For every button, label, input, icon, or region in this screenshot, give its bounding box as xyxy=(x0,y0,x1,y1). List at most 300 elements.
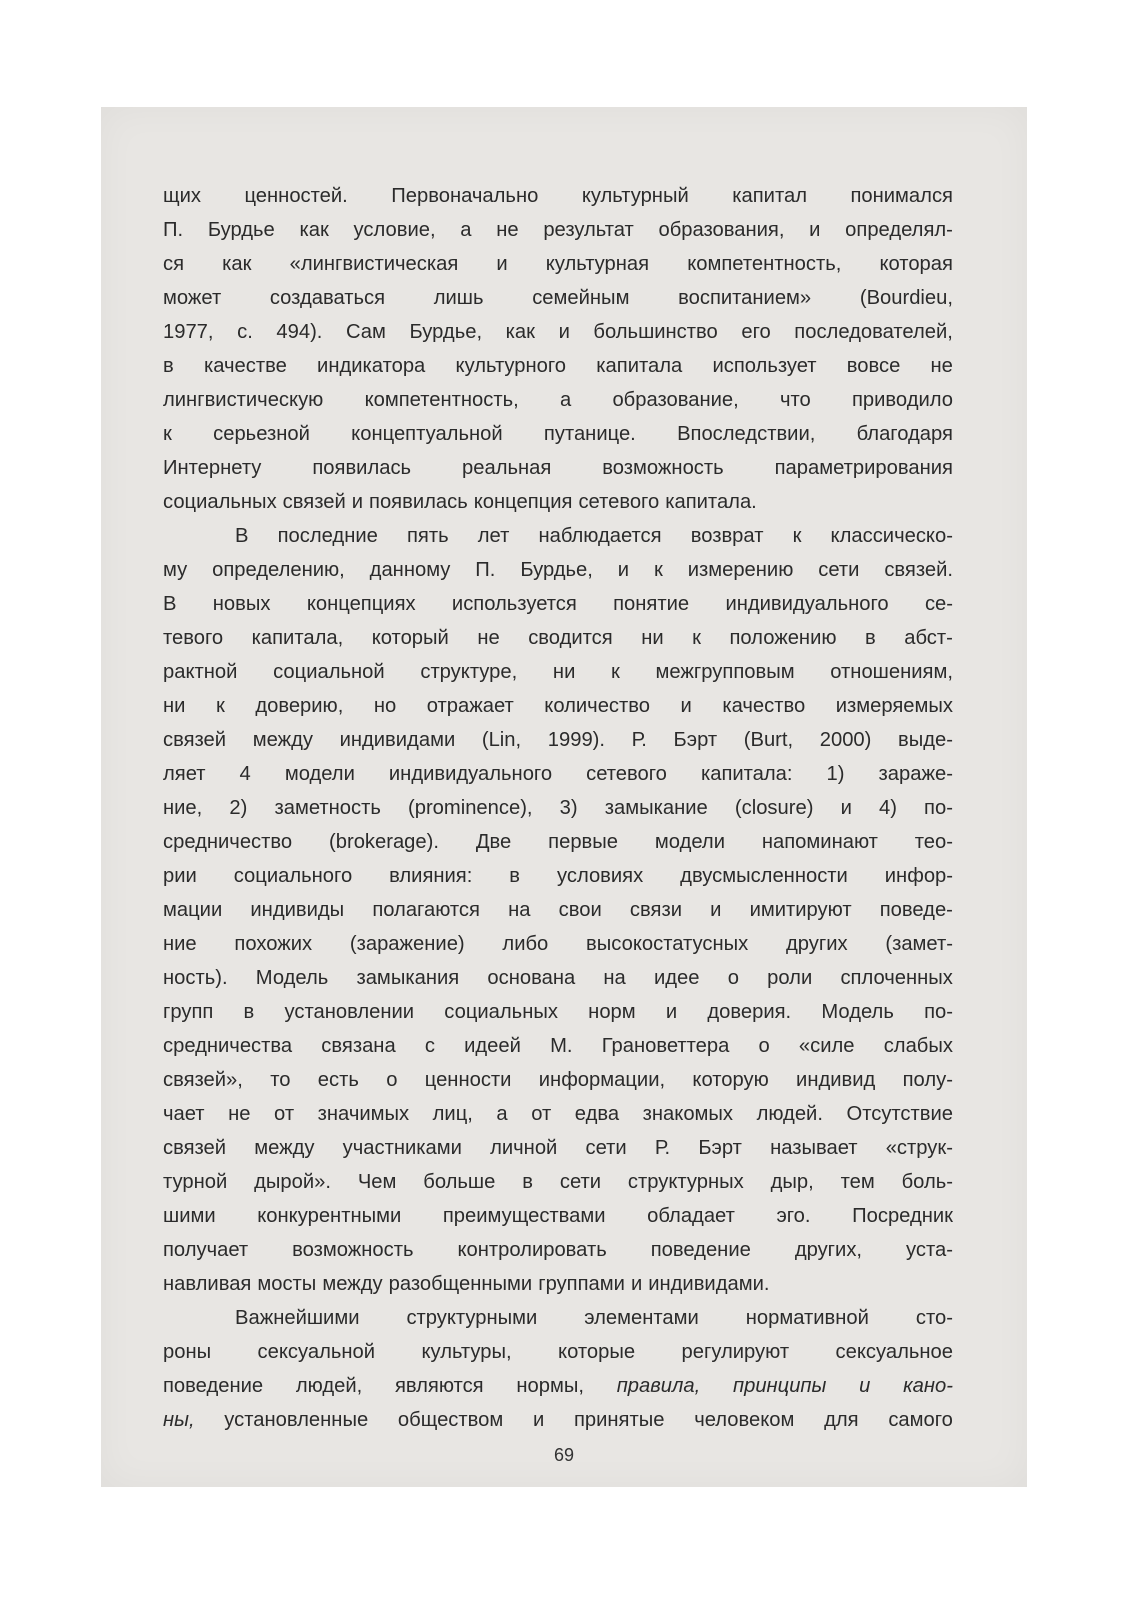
word: модели xyxy=(654,831,725,853)
word: качестве xyxy=(203,355,287,377)
text-line xyxy=(163,417,953,451)
text-line xyxy=(163,995,953,1029)
word: связи xyxy=(629,899,682,921)
word: 4) xyxy=(878,797,897,819)
word: поведение xyxy=(650,1239,751,1261)
word: сетевого xyxy=(578,491,660,513)
word: о xyxy=(386,1069,398,1091)
word: по- xyxy=(924,1001,953,1023)
word: культуры, xyxy=(421,1341,512,1363)
word: в xyxy=(163,355,174,377)
word: образование, xyxy=(612,389,739,411)
word: тевого xyxy=(163,627,224,649)
word: абст- xyxy=(904,627,953,649)
word: капитала. xyxy=(665,491,757,513)
word: для xyxy=(824,1409,859,1431)
word: индикатора xyxy=(317,355,426,377)
word: лиц, xyxy=(432,1103,473,1125)
word: других, xyxy=(794,1239,863,1261)
word: знакомых xyxy=(642,1103,734,1125)
word: навливая xyxy=(163,1273,252,1295)
word: реальная xyxy=(462,457,552,479)
word: о xyxy=(758,1035,770,1057)
word: между xyxy=(254,1137,315,1159)
word: связей xyxy=(282,491,346,513)
word: 1977, xyxy=(163,321,214,343)
word: благодаря xyxy=(856,423,953,445)
word: есть xyxy=(317,1069,359,1091)
word: социальных xyxy=(163,491,277,513)
word: сексуальное xyxy=(835,1341,953,1363)
word: ценностей. xyxy=(244,185,348,207)
text-line xyxy=(163,893,953,927)
word: (brokerage). xyxy=(329,831,439,853)
word: не xyxy=(477,627,500,649)
word: Бурдье, xyxy=(409,321,483,343)
word: элементами xyxy=(584,1307,699,1329)
word: 2) xyxy=(229,797,248,819)
word: серьезной xyxy=(213,423,310,445)
word: в xyxy=(243,1001,255,1023)
word: которую xyxy=(692,1069,769,1091)
word: человеком xyxy=(694,1409,795,1431)
word: Бэрт xyxy=(698,1137,742,1159)
word: и xyxy=(532,1409,545,1431)
word: тео- xyxy=(914,831,953,853)
word: мосты xyxy=(257,1273,317,1295)
word: и xyxy=(809,219,821,241)
word: «лингвистическая xyxy=(289,253,459,275)
word: а xyxy=(559,389,572,411)
body-text xyxy=(163,179,953,1437)
word: измерению xyxy=(687,559,794,581)
word: который xyxy=(371,627,449,649)
word: (prominence), xyxy=(408,797,533,819)
word: высокостатусных xyxy=(586,933,749,955)
word: поведе- xyxy=(879,899,953,921)
word: отношениям, xyxy=(830,661,953,683)
word: замыкания xyxy=(356,967,460,989)
word: социальных xyxy=(444,1001,558,1023)
word: появилась xyxy=(369,491,468,513)
word: лет xyxy=(477,525,510,547)
word: лингвистическую xyxy=(163,389,324,411)
word: к xyxy=(163,423,172,445)
word: информации, xyxy=(538,1069,666,1091)
word: доверию, xyxy=(255,695,344,717)
text-line xyxy=(163,1199,953,1233)
word: к xyxy=(692,627,701,649)
word: не xyxy=(228,1103,251,1125)
word: социального xyxy=(233,865,353,887)
word: влияния: xyxy=(389,865,473,887)
word: Первоначально xyxy=(391,185,539,207)
word: воспитанием» xyxy=(678,287,812,309)
word: индивидуального xyxy=(388,763,553,785)
text-line xyxy=(163,859,953,893)
word: первые xyxy=(548,831,619,853)
word: сети xyxy=(818,559,860,581)
word: выде- xyxy=(898,729,953,751)
word: (заражение) xyxy=(349,933,465,955)
text-line xyxy=(163,247,953,281)
word: концепция xyxy=(473,491,573,513)
word: Интернету xyxy=(163,457,262,479)
word: (Bourdieu, xyxy=(859,287,953,309)
word: от xyxy=(274,1103,295,1125)
word: и xyxy=(630,1273,643,1295)
word: создаваться xyxy=(269,287,386,309)
word: ность). xyxy=(163,967,228,989)
word: 1) xyxy=(826,763,845,785)
word: Р. xyxy=(654,1137,671,1159)
word: заметность xyxy=(274,797,381,819)
word: 1999). xyxy=(547,729,606,751)
word: семейным xyxy=(532,287,630,309)
word: вовсе xyxy=(846,355,901,377)
word: определению, xyxy=(212,559,345,581)
word: ние, xyxy=(163,797,203,819)
word: личной xyxy=(490,1137,558,1159)
text-line xyxy=(163,383,953,417)
word: может xyxy=(163,287,222,309)
word: к xyxy=(611,661,620,683)
word: мации xyxy=(163,899,223,921)
word: роли xyxy=(767,967,813,989)
word: возможность xyxy=(292,1239,414,1261)
word: зараже- xyxy=(878,763,953,785)
word: преимуществами xyxy=(442,1205,606,1227)
word: похожих xyxy=(234,933,313,955)
word: в xyxy=(522,1171,533,1193)
word: идее xyxy=(654,967,700,989)
word: Чем xyxy=(357,1171,397,1193)
word: приводило xyxy=(851,389,953,411)
word: и xyxy=(840,797,852,819)
word: классическо- xyxy=(830,525,953,547)
word: Сам xyxy=(345,321,386,343)
word: либо xyxy=(502,933,549,955)
word: регулируют xyxy=(681,1341,790,1363)
word: правила, xyxy=(616,1375,701,1397)
word: «силе xyxy=(798,1035,855,1057)
word: рактной xyxy=(163,661,238,683)
word: Р. xyxy=(631,729,647,751)
word: 4 xyxy=(239,763,251,785)
word: людей. xyxy=(756,1103,823,1125)
word: межгрупповым xyxy=(655,661,795,683)
word: капитала: xyxy=(700,763,793,785)
word: ние xyxy=(163,933,197,955)
word: отражает xyxy=(426,695,514,717)
word: эго. xyxy=(776,1205,811,1227)
word: между xyxy=(322,1273,383,1295)
word: от xyxy=(531,1103,552,1125)
word: боль- xyxy=(901,1171,953,1193)
word: структурных xyxy=(627,1171,744,1193)
word: разобщенными xyxy=(388,1273,533,1295)
word: Важнейшими xyxy=(235,1307,360,1329)
word: средничество xyxy=(163,831,293,853)
word: нормы, xyxy=(516,1375,584,1397)
word: к xyxy=(792,525,802,547)
word: культурного xyxy=(455,355,567,377)
text-line xyxy=(163,825,953,859)
word: по- xyxy=(924,797,953,819)
word: конкурентными xyxy=(257,1205,402,1227)
word: индивиды xyxy=(250,899,345,921)
word: связей xyxy=(163,729,227,751)
word: понятие xyxy=(613,593,690,615)
word: и xyxy=(617,559,630,581)
word: имитируют xyxy=(749,899,852,921)
text-line xyxy=(163,1233,953,1267)
text-line xyxy=(163,1369,953,1403)
word: а xyxy=(460,219,472,241)
word: сети xyxy=(559,1171,602,1193)
text-line xyxy=(163,723,953,757)
word: возможность xyxy=(602,457,724,479)
word: называет xyxy=(770,1137,858,1159)
text-line xyxy=(163,927,953,961)
text-line xyxy=(163,1267,953,1301)
word: сети xyxy=(585,1137,627,1159)
text-line xyxy=(163,1335,953,1369)
word: возврат xyxy=(690,525,764,547)
word: и xyxy=(351,491,364,513)
word: получает xyxy=(163,1239,249,1261)
word: между xyxy=(252,729,313,751)
text-line xyxy=(163,315,953,349)
word: как xyxy=(299,219,329,241)
word: связей», xyxy=(163,1069,243,1091)
word: группами xyxy=(538,1273,625,1295)
word: последователей, xyxy=(794,321,953,343)
word: норм xyxy=(588,1001,636,1023)
word: других xyxy=(785,933,848,955)
word: индивид xyxy=(796,1069,876,1091)
text-line xyxy=(163,451,953,485)
word: ни xyxy=(552,661,576,683)
text-line xyxy=(163,1301,953,1335)
word: структурными xyxy=(406,1307,538,1329)
word: качество xyxy=(722,695,806,717)
word: ни xyxy=(163,695,186,717)
word: культурная xyxy=(545,253,650,275)
word: являются xyxy=(394,1375,484,1397)
text-line xyxy=(163,1165,953,1199)
word: культурный xyxy=(581,185,689,207)
text-line xyxy=(163,519,953,553)
word: доверия. xyxy=(707,1001,792,1023)
word: и xyxy=(859,1375,871,1397)
word: ся xyxy=(163,253,185,275)
word: индивидами. xyxy=(648,1273,770,1295)
text-line xyxy=(163,1131,953,1165)
word: 2000) xyxy=(819,729,872,751)
word: которые xyxy=(558,1341,636,1363)
word: модели xyxy=(284,763,355,785)
word: Впоследствии, xyxy=(677,423,816,445)
word: Бэрт xyxy=(673,729,718,751)
word: путанице. xyxy=(543,423,636,445)
word: связана xyxy=(321,1035,396,1057)
word: не xyxy=(930,355,953,377)
word: Бурдье xyxy=(207,219,275,241)
word: как xyxy=(505,321,535,343)
text-line xyxy=(163,485,953,519)
word: М. xyxy=(550,1035,573,1057)
book-page xyxy=(101,107,1027,1487)
word: дырой». xyxy=(254,1171,331,1193)
word: сто- xyxy=(915,1307,953,1329)
word: Посредник xyxy=(852,1205,953,1227)
text-line xyxy=(163,655,953,689)
word: значимых xyxy=(317,1103,410,1125)
word: с. xyxy=(237,321,253,343)
word: определял- xyxy=(845,219,953,241)
word: му xyxy=(163,559,188,581)
word: капитал xyxy=(732,185,807,207)
word: капитала, xyxy=(251,627,344,649)
word: установлении xyxy=(284,1001,415,1023)
word: больше xyxy=(423,1171,496,1193)
word: поведение xyxy=(163,1375,264,1397)
word: связей. xyxy=(884,559,953,581)
word: капитала xyxy=(596,355,683,377)
word: наблюдается xyxy=(538,525,662,547)
word: параметрирования xyxy=(774,457,953,479)
word: 3) xyxy=(559,797,578,819)
word: как xyxy=(222,253,252,275)
text-line xyxy=(163,961,953,995)
word: средничества xyxy=(163,1035,293,1057)
word: полу- xyxy=(902,1069,953,1091)
word: сетевого xyxy=(586,763,667,785)
word: Отсутствие xyxy=(846,1103,953,1125)
word: дыр, xyxy=(770,1171,814,1193)
word: самого xyxy=(888,1409,953,1431)
text-line xyxy=(163,553,953,587)
word: концептуальной xyxy=(351,423,503,445)
word: напоминают xyxy=(761,831,878,853)
word: обществом xyxy=(397,1409,504,1431)
word: щих xyxy=(163,185,201,207)
text-line xyxy=(163,1063,953,1097)
word: условие, xyxy=(353,219,436,241)
word: ны, xyxy=(163,1409,195,1431)
word: и xyxy=(710,899,722,921)
word: тем xyxy=(840,1171,875,1193)
word: свои xyxy=(558,899,602,921)
word: кано- xyxy=(903,1375,953,1397)
word: Бурдье, xyxy=(520,559,593,581)
word: индивидуального xyxy=(725,593,889,615)
word: ценности xyxy=(424,1069,512,1091)
word: (Burt, xyxy=(743,729,794,751)
text-line xyxy=(163,1403,953,1437)
word: роны xyxy=(163,1341,212,1363)
word: в xyxy=(509,865,521,887)
word: турной xyxy=(163,1171,228,1193)
word: участниками xyxy=(342,1137,462,1159)
text-line xyxy=(163,757,953,791)
word: индивидами xyxy=(339,729,456,751)
word: ляет xyxy=(163,763,206,785)
word: и xyxy=(496,253,508,275)
word: к xyxy=(215,695,225,717)
word: лишь xyxy=(433,287,484,309)
word: связей xyxy=(163,1137,227,1159)
word: В xyxy=(235,525,249,547)
word: контролировать xyxy=(457,1239,607,1261)
word: к xyxy=(653,559,663,581)
text-line xyxy=(163,349,953,383)
word: концепциях xyxy=(306,593,416,615)
text-line xyxy=(163,213,953,247)
word: П. xyxy=(163,219,184,241)
word: и xyxy=(558,321,570,343)
word: используется xyxy=(451,593,577,615)
word: последние xyxy=(277,525,378,547)
word: сводится xyxy=(528,627,613,649)
word: (Lin, xyxy=(481,729,522,751)
text-line xyxy=(163,689,953,723)
word: понимался xyxy=(850,185,953,207)
word: сплоченных xyxy=(840,967,953,989)
word: ни xyxy=(641,627,664,649)
word: людей, xyxy=(295,1375,363,1397)
word: компетентность, xyxy=(364,389,519,411)
word: и xyxy=(665,1001,678,1023)
word: данному xyxy=(369,559,451,581)
word: большинство xyxy=(593,321,718,343)
word: на xyxy=(508,899,531,921)
word: установленные xyxy=(224,1409,369,1431)
text-line xyxy=(163,791,953,825)
word: то xyxy=(270,1069,291,1091)
word: Две xyxy=(475,831,512,853)
text-line xyxy=(163,281,953,315)
word: а xyxy=(496,1103,508,1125)
word: измеряемых xyxy=(835,695,953,717)
word: (замет- xyxy=(885,933,953,955)
word: слабых xyxy=(883,1035,953,1057)
word: о xyxy=(727,967,739,989)
word: нормативной xyxy=(745,1307,869,1329)
word: положению xyxy=(729,627,837,649)
word: принятые xyxy=(573,1409,665,1431)
word: се- xyxy=(924,593,953,615)
word: Модель xyxy=(821,1001,894,1023)
word: на xyxy=(603,967,626,989)
word: замыкание xyxy=(604,797,708,819)
word: его xyxy=(741,321,771,343)
text-line xyxy=(163,621,953,655)
word: рии xyxy=(163,865,197,887)
word: но xyxy=(373,695,397,717)
word: компетентность, xyxy=(687,253,842,275)
text-line xyxy=(163,1029,953,1063)
text-line xyxy=(163,179,953,213)
word: сексуальной xyxy=(257,1341,376,1363)
word: результат xyxy=(543,219,634,241)
word: основана xyxy=(487,967,576,989)
word: Грановеттера xyxy=(601,1035,730,1057)
word: что xyxy=(779,389,811,411)
word: и xyxy=(680,695,692,717)
word: П. xyxy=(475,559,496,581)
